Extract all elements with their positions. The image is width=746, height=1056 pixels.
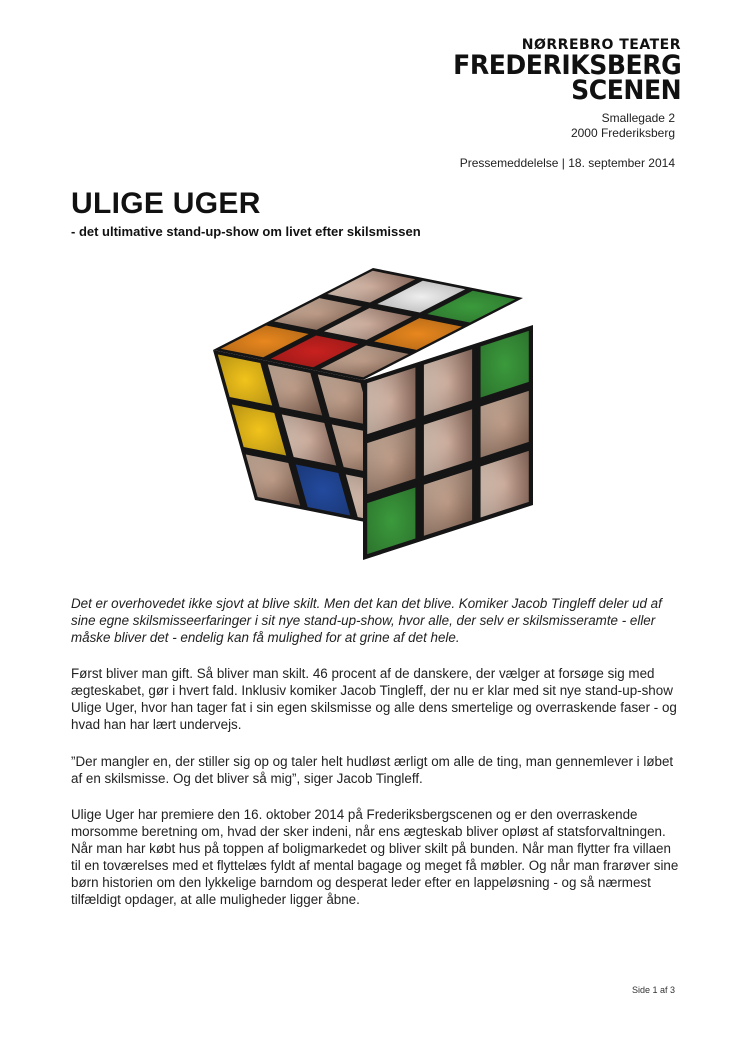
intro-paragraph: Det er overhovedet ikke sjovt at blive skilt. Men det kan det blive. Komiker Jacob Tingleff deler ud af sine egne skilsmisseerfaringer i sit nye stand-up-show, hvor alle, der selv er skilsmisseramte - eller måske bliver det - endelig kan få mulighed for at grine af det hele.	[71, 596, 662, 645]
address-block	[571, 111, 675, 141]
theater-logo	[436, 37, 681, 106]
body-paragraph-1: Først bliver man gift. Så bliver man skilt. 46 procent af de danskere, der vælger at forsøge sig med ægteskabet, gør i hvert fald. Inklusiv komiker Jacob Tingleff, der nu er klar med sit nye stand-up-show Ulige Uger, hvor han tager fat i sin egen skilsmisse og alle dens smertelige og overraskende faser - og hvad han har lært undervejs.	[71, 666, 677, 732]
address-city: 2000 Frederiksberg	[570, 126, 675, 140]
body-paragraph-2: ”Der mangler en, der stiller sig op og taler helt hudløst ærligt om alle de ting, man gennemlever i løbet af en skilsmisse. Og det bliver så mig”, siger Jacob Tingleff.	[71, 754, 674, 786]
body-paragraph-3: Ulige Uger har premiere den 16. oktober 2014 på Frederiksbergscenen og er den overraskende morsomme beretning om, hvad der sker indeni, når ens ægteskab bliver opløst af statsforvaltningen. Når man har købt hus på toppen af boligmarkedet og bliver skilt på bunden. Når man flytter fra villaen til en toværelses med et flyttelæs fyldt af mental bagage og meget få møbler. Og når man frarøver sine børn historien om den lykkelige barndom og desperat leder efter en lappeløsning - og så nærmest tilfældigt opdager, at alle muligheder ligger åbne.	[71, 807, 679, 907]
page-title: ULIGE UGER	[71, 187, 261, 220]
page-number: Side 1 af 3	[631, 985, 675, 995]
press-release-date: Pressemeddelelse | 18. september 2014	[459, 156, 675, 170]
page-subtitle: - det ultimative stand-up-show om livet efter skilsmissen	[71, 224, 421, 239]
address-street: Smallegade 2	[601, 111, 675, 125]
logo-line-norrebro: NØRREBRO TEATER	[521, 37, 681, 53]
logo-line-scenen: SCENEN	[570, 75, 681, 106]
rubiks-cube-faces-icon	[195, 255, 555, 575]
logo-line-frederiksberg: FREDERIKSBERG	[452, 50, 681, 81]
